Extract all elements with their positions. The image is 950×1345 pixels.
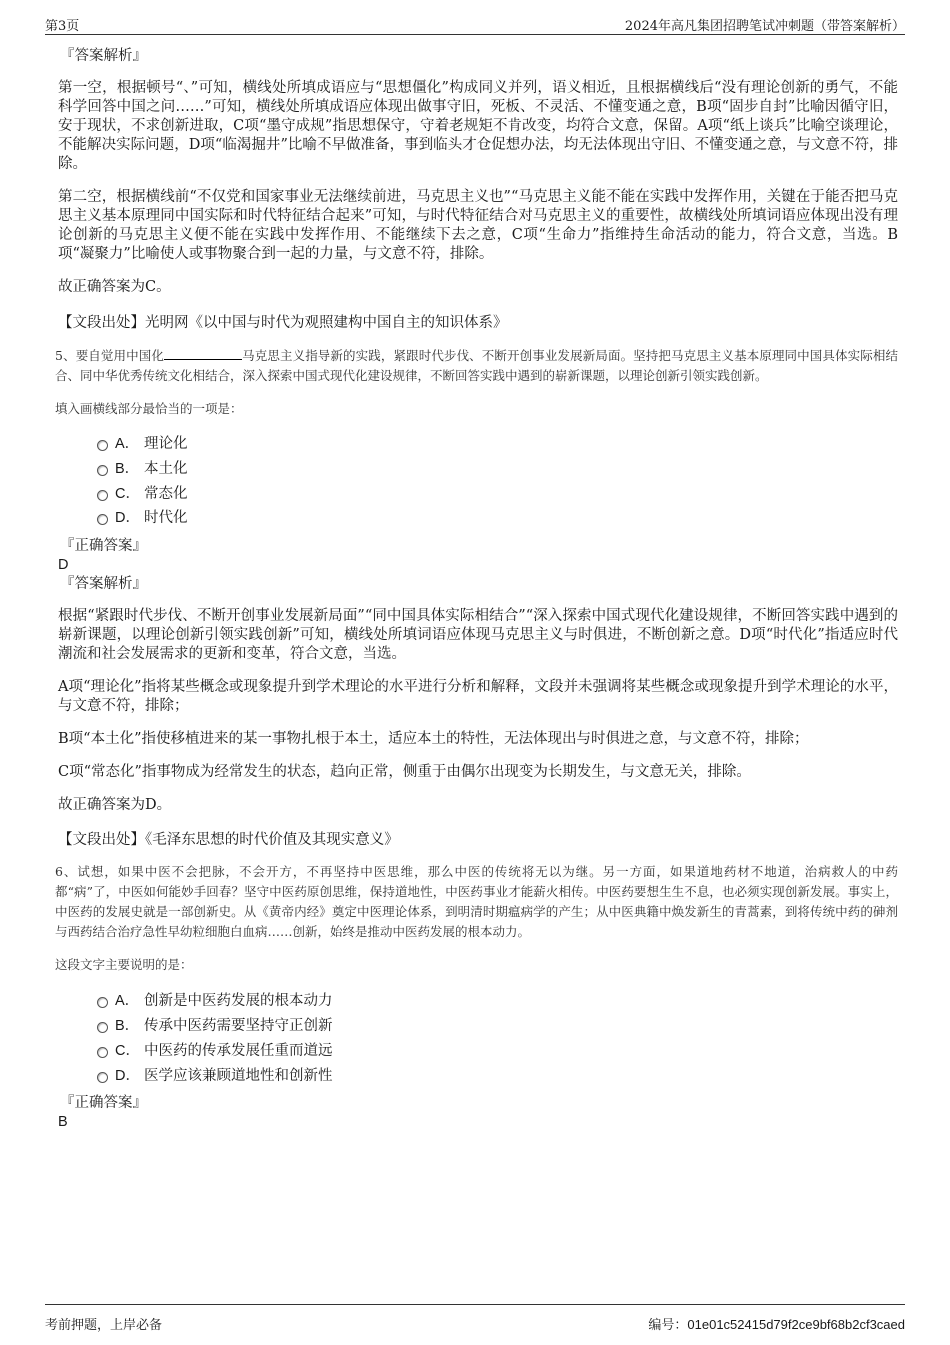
- q4-explanation-paragraph: 第二空，根据横线前“不仅党和国家事业无法继续前进，马克思主义也”“马克思主义能不能在实践中发挥作用，关键在于能否把马克思主义基本原理同中国实际和时代特征结合起来”可知，与时代特征结合对马克思主义的重要性，故横线处所填词语应体现出没有理论创新的马克思主义便不能在实践中发挥作用、不能继续下去之意，C项“生命力”指维持生命活动的能力，符合文意，当选。B项“凝聚力”比喻使人或事物聚合到一起的力量，与文意不符，排除。: [58, 189, 898, 262]
- footer-slogan: 考前押题，上岸必备: [45, 1318, 163, 1333]
- q5-answer-label: 『正确答案』: [60, 538, 147, 555]
- q5-answer-statement: 故正确答案为D。: [58, 797, 172, 814]
- q4-source: 【文段出处】光明网《以中国与时代为观照建构中国自主的知识体系》: [58, 315, 508, 331]
- q6-number: 6、: [55, 864, 78, 880]
- q5-answer: D: [58, 557, 69, 574]
- radio-icon[interactable]: [97, 1022, 108, 1033]
- radio-icon[interactable]: [97, 440, 108, 451]
- radio-icon[interactable]: [97, 465, 108, 476]
- q6-options: [55, 989, 898, 1088]
- q4-answer-statement: 故正确答案为C。: [58, 279, 171, 295]
- q6-prompt: 这段文字主要说明的是：: [55, 957, 193, 973]
- q6-stem: 6、试想，如果中医不会把脉，不会开方，不再坚持中医思维，那么中医的传统将无以为继。另一方面，如果道地药材不地道，治病救人的中药都“病”了，中医如何能妙手回春？坚守中医药原创思维，保持道地性，中医药事业才能薪火相传。中医药要想生生不息，也必须实现创新发展。事实上，中医药的发展史就是一部创新史。从《黄帝内经》奠定中医理论体系，到明清时期瘟病学的产生；从中医典籍中焕发新生的青蒿素，到将传统中药的砷剂与西药结合治疗急性早幼粒细胞白血病……创新，始终是推动中医药发展的根本动力。: [55, 864, 898, 940]
- page-footer: [45, 1304, 905, 1333]
- q5-stem-after: 马克思主义指导新的实践，紧跟时代步伐、不断开创事业发展新局面。坚持把马克思主义基本原理同中国具体实际相结合、同中华优秀传统文化相结合，深入探索中国式现代化建设规律，不断回答实践中遇到的崭新课题，以理论创新引领实践创新。: [55, 348, 898, 383]
- q5-prompt: 填入画横线部分最恰当的一项是：: [55, 401, 243, 416]
- q6-answer: B: [58, 1114, 68, 1131]
- q5-explanation-paragraph: B项“本土化”指使移植进来的某一事物扎根于本土，适应本土的特性，无法体现出与时俱进之意，与文意不符，排除；: [58, 731, 809, 748]
- q6-answer-label: 『正确答案』: [60, 1095, 147, 1112]
- q6-option-d[interactable]: D． 医学应该兼顾道地性和创新性: [97, 1064, 898, 1089]
- q4-explanation-label: 『答案解析』: [60, 48, 147, 64]
- q5-option-a[interactable]: A． 理论化: [97, 432, 898, 457]
- q5-explanation-paragraph: 根据“紧跟时代步伐、不断开创事业发展新局面”“同中国具体实际相结合”“深入探索中国式现代化建设规律，不断回答实践中遇到的崭新课题，以理论创新引领实践创新”可知，横线处所填词语应体现马克思主义与时俱进，不断创新之意。D项“时代化”指适应时代潮流和社会发展需求的更新和变革，符合文意，当选。: [58, 608, 898, 663]
- q5-number: 5、: [55, 348, 76, 363]
- q5-option-d[interactable]: D． 时代化: [97, 506, 898, 531]
- q5-explanation-paragraph: A项“理论化”指将某些概念或现象提升到学术理论的水平进行分析和解释，文段并未强调将某些概念或现象提升到学术理论的水平，与文意不符，排除；: [58, 679, 898, 715]
- q5-explanation-label: 『答案解析』: [60, 576, 147, 593]
- page-header: [45, 12, 905, 35]
- q5-option-c[interactable]: C． 常态化: [97, 482, 898, 507]
- q5-source: 【文段出处】《毛泽东思想的时代价值及其现实意义》: [58, 832, 399, 849]
- document-id: 编号：01e01c52415d79f2ce9bf68b2cf3caed: [648, 1317, 905, 1333]
- q5-option-b[interactable]: B． 本土化: [97, 457, 898, 482]
- q6-option-c[interactable]: C． 中医药的传承发展任重而道远: [97, 1039, 898, 1064]
- q5-stem-before: 要自觉用中国化: [75, 348, 164, 363]
- answer-blank: [164, 348, 242, 360]
- radio-icon[interactable]: [97, 1072, 108, 1083]
- q6-option-a[interactable]: A． 创新是中医药发展的根本动力: [97, 989, 898, 1014]
- radio-icon[interactable]: [97, 490, 108, 501]
- radio-icon[interactable]: [97, 514, 108, 525]
- radio-icon[interactable]: [97, 1047, 108, 1058]
- q5-explanation-paragraph: C项“常态化”指事物成为经常发生的状态，趋向正常，侧重于由偶尔出现变为长期发生，与文意无关，排除。: [58, 764, 751, 781]
- q6-option-b[interactable]: B． 传承中医药需要坚持守正创新: [97, 1014, 898, 1039]
- page-number: 第3页: [45, 19, 80, 34]
- radio-icon[interactable]: [97, 997, 108, 1008]
- document-title: 2024年高凡集团招聘笔试冲刺题（带答案解析）: [624, 19, 905, 34]
- q4-explanation-paragraph: 第一空，根据顿号“、”可知，横线处所填成语应与“思想僵化”构成同义并列，语义相近，且根据横线后“没有理论创新的勇气，不能科学回答中国之问……”可知，横线处所填成语应体现出做事守旧，死板、不灵活、不懂变通之意，B项“固步自封”比喻因循守旧，安于现状，不求创新进取，C项“墨守成规”指思想保守，守着老规矩不肯改变，均符合文意，保留。A项“纸上谈兵”比喻空谈理论，不能解决实际问题，D项“临渴掘井”比喻不早做准备，事到临头才仓促想办法，均无法体现出守旧、不懂变通之意，与文意不符，排除。: [58, 80, 898, 172]
- q5-stem: [55, 346, 898, 386]
- page-content: [55, 46, 898, 1131]
- q5-options: [55, 432, 898, 531]
